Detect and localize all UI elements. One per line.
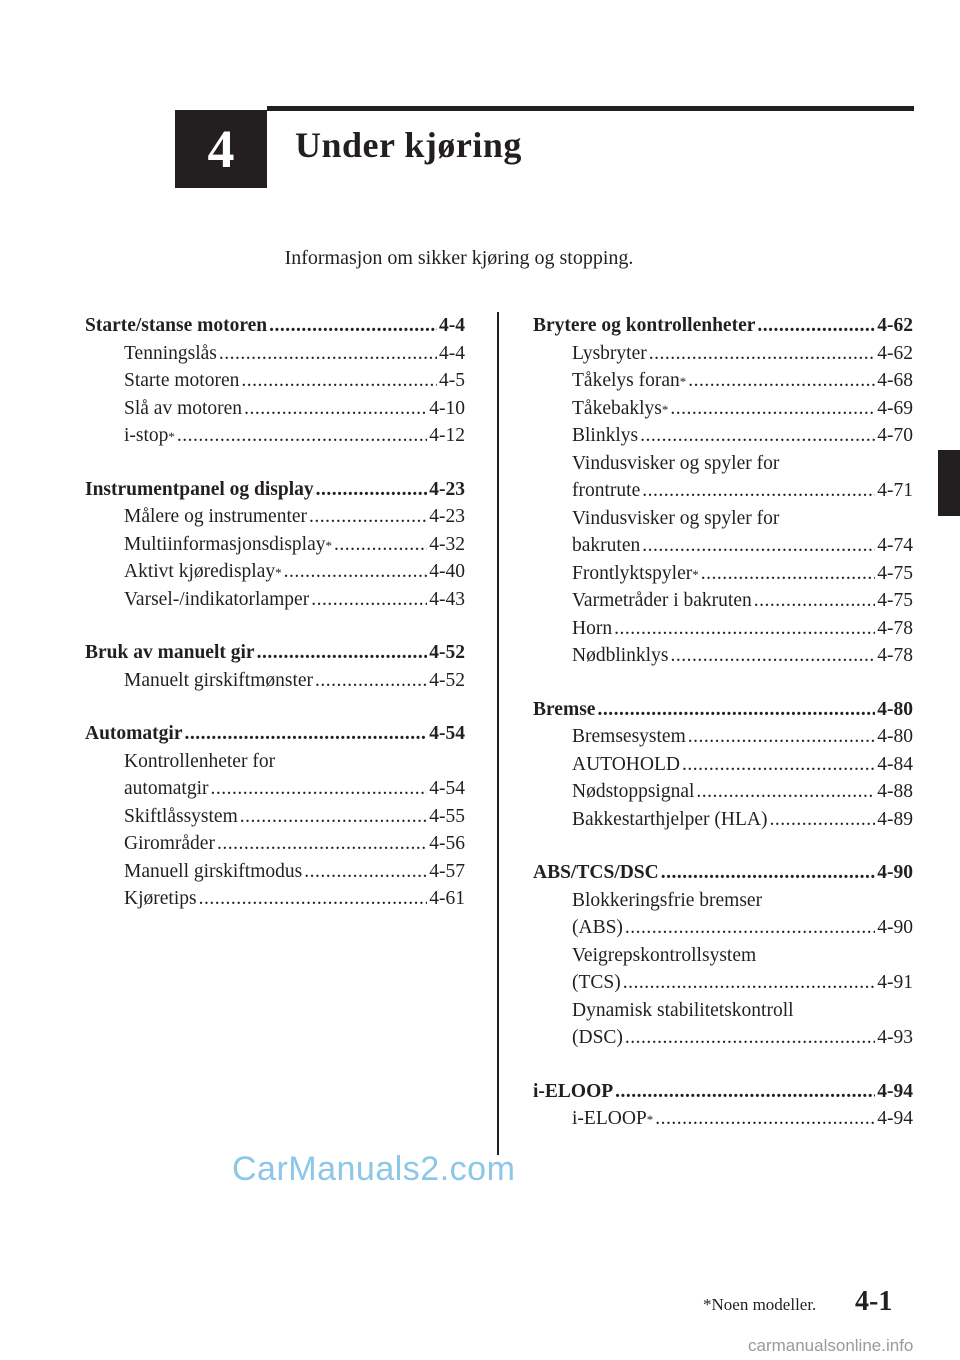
toc-entry-page: 4-89 — [877, 808, 913, 830]
toc-entry-label: Nødblinklys — [572, 645, 669, 666]
toc-entry-label: Tenningslås — [124, 342, 217, 364]
dot-leader — [315, 667, 427, 695]
chapter-subtitle: Informasjon om sikker kjøring og stopping. — [284, 247, 634, 269]
toc-entry[interactable] — [533, 969, 913, 997]
toc-entry-label: i-ELOOP — [572, 1108, 647, 1129]
toc-section-heading[interactable] — [85, 639, 465, 667]
toc-entry-page: 4-10 — [429, 397, 465, 419]
toc-entry-page: 4-78 — [877, 617, 913, 639]
toc-entry-line: Dynamisk stabilitetskontroll — [572, 999, 794, 1021]
toc-entry-label: Multiinformasjonsdisplay — [124, 533, 326, 555]
toc-entry-page: 4-70 — [877, 425, 913, 446]
toc-entry-line: Blokkeringsfrie bremser — [572, 889, 763, 911]
toc-section-heading[interactable] — [85, 476, 465, 504]
toc-entry-page: 4-78 — [877, 645, 913, 666]
toc-entry[interactable] — [533, 642, 913, 670]
chapter-side-tab — [938, 450, 960, 516]
toc-entry[interactable] — [85, 775, 465, 803]
toc-entry[interactable]: i-stop * ..... 4-12 — [85, 422, 465, 450]
toc-entry-label: Horn — [572, 617, 613, 639]
toc-section-heading-label: i-ELOOP — [533, 1080, 614, 1102]
toc-section-heading-label: Starte/stanse motoren — [85, 315, 268, 336]
toc-entry-page: 4-74 — [877, 535, 913, 556]
toc-entry-label: Manuelt girskiftmønster — [124, 669, 314, 691]
toc-entry-page: 4-75 — [877, 590, 913, 611]
toc-entry[interactable]: i-ELOOP * ..... 4-94 — [533, 1105, 913, 1133]
toc-entry-label: AUTOHOLD — [572, 753, 680, 775]
toc-entry[interactable] — [85, 395, 465, 423]
dot-leader — [688, 367, 875, 395]
toc-entry-page: 4-94 — [877, 1108, 913, 1129]
toc-section-heading[interactable] — [533, 859, 913, 887]
dot-leader — [219, 340, 437, 368]
toc-section-heading[interactable] — [533, 696, 913, 724]
dot-leader — [754, 587, 876, 615]
toc-section-heading-page: 4-4 — [439, 315, 465, 336]
toc-entry-page: 4-90 — [877, 917, 913, 938]
dot-leader — [701, 560, 876, 588]
toc-entry-page: 4-12 — [429, 425, 465, 446]
toc-section-heading[interactable] — [85, 720, 465, 748]
dot-leader — [615, 1078, 875, 1106]
toc-entry-label: Målere og instrumenter — [124, 506, 308, 527]
toc-entry[interactable] — [533, 914, 913, 942]
toc-entry-page: 4-52 — [429, 669, 465, 691]
toc-entry-page: 4-80 — [877, 726, 913, 747]
toc-entry[interactable] — [533, 806, 913, 834]
toc-entry-label: Girområder — [124, 833, 215, 854]
toc-entry-label: Kjøretips — [124, 888, 197, 909]
toc-entry-page: 4-84 — [877, 753, 913, 775]
toc-section — [85, 639, 465, 694]
dot-leader — [642, 532, 875, 560]
toc-entry-line: Vindusvisker og spyler for — [572, 507, 780, 529]
toc-section-heading[interactable] — [85, 312, 465, 340]
toc-entry-label: Varmetråder i bakruten — [572, 590, 752, 611]
toc-entry-page: 4-69 — [877, 397, 913, 419]
toc-section-heading-page: 4-54 — [429, 723, 465, 744]
toc-entry[interactable] — [533, 422, 913, 450]
toc-section-heading-page: 4-90 — [877, 862, 913, 883]
toc-entry[interactable] — [85, 858, 465, 886]
toc-entry[interactable]: Aktivt kjøredisplay * ..... 4-40 — [85, 558, 465, 586]
toc-section-heading-label: Automatgir — [85, 723, 183, 744]
toc-entry-page: 4-75 — [877, 562, 913, 584]
dot-leader — [240, 803, 427, 831]
toc-entry[interactable]: Multiinformasjonsdisplay * ..... 4-32 — [85, 531, 465, 559]
toc-entry-page: 4-93 — [877, 1027, 913, 1048]
toc-entry-line: Vindusvisker og spyler for — [572, 452, 780, 474]
toc-entry[interactable] — [85, 885, 465, 913]
toc-section-heading-label: ABS/TCS/DSC — [533, 862, 659, 883]
dot-leader — [304, 858, 427, 886]
toc-section-heading-page: 4-23 — [429, 478, 465, 500]
toc-entry-page: 4-62 — [877, 342, 913, 364]
toc-entry-label: bakruten — [572, 535, 641, 556]
footnote: *Noen modeller. — [703, 1295, 817, 1314]
dot-leader — [696, 778, 875, 806]
toc-entry[interactable] — [533, 1024, 913, 1052]
toc-section-heading-label: Bremse — [533, 698, 596, 720]
toc-section — [85, 720, 465, 913]
dot-leader — [210, 775, 427, 803]
dot-leader — [269, 312, 437, 340]
toc-entry-page: 4-88 — [877, 781, 913, 802]
dot-leader — [597, 696, 875, 724]
dot-leader — [640, 422, 875, 450]
toc-entry-label: (DSC) — [572, 1027, 623, 1048]
dot-leader — [311, 586, 427, 614]
dot-leader — [625, 914, 875, 942]
watermark: CarManuals2.com — [232, 1150, 516, 1188]
toc-entry[interactable] — [533, 532, 913, 560]
toc-entry-label: frontrute — [572, 480, 641, 501]
dot-leader — [199, 885, 428, 913]
toc-entry-label: Tåkebaklys — [572, 397, 662, 419]
toc-section-heading-page: 4-80 — [877, 698, 913, 720]
dot-leader — [661, 859, 876, 887]
chapter-number: 4 — [207, 119, 235, 179]
toc-section-heading-page: 4-94 — [877, 1080, 913, 1102]
dot-leader — [257, 639, 428, 667]
toc-section-heading-label: Brytere og kontrollenheter — [533, 315, 756, 336]
toc-entry[interactable] — [85, 830, 465, 858]
toc-entry-page: 4-61 — [429, 888, 465, 909]
dot-leader — [682, 751, 875, 779]
toc-section — [533, 696, 913, 834]
toc-section — [533, 1078, 913, 1133]
toc-section-heading-label: Bruk av manuelt gir — [85, 642, 255, 663]
toc-entry-label: Blinklys — [572, 425, 639, 446]
toc-section-heading-page: 4-62 — [877, 315, 913, 336]
toc-section-heading[interactable] — [533, 1078, 913, 1106]
toc-entry[interactable] — [85, 803, 465, 831]
toc-entry[interactable] — [85, 340, 465, 368]
toc-entry-label: i-stop — [124, 425, 169, 446]
dot-leader — [177, 422, 427, 450]
toc-left-column — [85, 312, 465, 939]
toc-entry-label: Skiftlåssystem — [124, 805, 238, 827]
toc-entry-page: 4-56 — [429, 833, 465, 854]
toc-entry-page: 4-5 — [439, 370, 465, 391]
toc-entry-label: Manuell girskiftmodus — [124, 860, 303, 882]
dot-leader — [625, 1024, 875, 1052]
toc-entry-label: Lysbryter — [572, 342, 647, 364]
toc-entry[interactable] — [533, 615, 913, 643]
toc-entry-page: 4-91 — [877, 972, 913, 993]
toc-entry[interactable]: Frontlyktspyler * ..... 4-75 — [533, 560, 913, 588]
toc-section — [85, 312, 465, 450]
dot-leader — [670, 642, 875, 670]
toc-entry-page: 4-4 — [439, 342, 465, 364]
toc-entry-page: 4-40 — [429, 561, 465, 582]
toc-entry-page: 4-23 — [429, 506, 465, 527]
toc-entry-label: Nødstoppsignal — [572, 781, 695, 802]
dot-leader — [655, 1105, 875, 1133]
toc-entry-label: (TCS) — [572, 972, 621, 993]
toc-section-heading[interactable] — [533, 312, 913, 340]
dot-leader — [642, 477, 875, 505]
toc-entry-label: Bakkestarthjelper (HLA) — [572, 808, 768, 830]
toc-entry[interactable] — [85, 586, 465, 614]
dot-leader — [184, 720, 427, 748]
toc-entry-page: 4-43 — [429, 588, 465, 610]
toc-entry-label: Slå av motoren — [124, 397, 243, 419]
toc-entry-label: Frontlyktspyler — [572, 562, 693, 584]
toc-entry-page: 4-55 — [429, 805, 465, 827]
toc-entry-label: Tåkelys foran — [572, 370, 680, 391]
toc-entry-label: Varsel-/indikatorlamper — [124, 588, 310, 610]
toc-entry-label: (ABS) — [572, 917, 623, 938]
toc-section — [533, 859, 913, 1052]
chapter-title: Under kjøring — [295, 125, 522, 165]
dot-leader — [316, 476, 428, 504]
toc-entry-page: 4-54 — [429, 778, 465, 799]
column-divider — [497, 312, 499, 1155]
toc-entry[interactable] — [85, 503, 465, 531]
toc-section-heading-page: 4-52 — [429, 642, 465, 663]
toc-entry-line: Veigrepskontrollsystem — [572, 944, 757, 966]
toc-entry-label: automatgir — [124, 778, 209, 799]
toc-entry[interactable] — [533, 477, 913, 505]
dot-leader — [757, 312, 875, 340]
dot-leader — [769, 806, 875, 834]
dot-leader — [623, 969, 876, 997]
page-number: 4-1 — [855, 1286, 893, 1317]
dot-leader — [217, 830, 427, 858]
dot-leader — [688, 723, 876, 751]
toc-right-column — [533, 312, 913, 1159]
dot-leader — [649, 340, 876, 368]
toc-entry[interactable] — [533, 751, 913, 779]
toc-entry[interactable]: Tåkebaklys * ..... 4-69 — [533, 395, 913, 423]
toc-section — [85, 476, 465, 614]
toc-entry-label: Starte motoren — [124, 370, 240, 391]
toc-entry[interactable]: Tåkelys foran * ..... 4-68 — [533, 367, 913, 395]
toc-entry[interactable] — [85, 667, 465, 695]
toc-entry[interactable] — [533, 587, 913, 615]
source-watermark: carmanualsonline.info — [748, 1336, 914, 1355]
dot-leader — [244, 395, 427, 423]
chapter-header-rule — [267, 106, 914, 111]
toc-entry[interactable] — [85, 367, 465, 395]
toc-section — [533, 312, 913, 670]
toc-entry[interactable] — [533, 778, 913, 806]
chapter-number-box — [175, 110, 267, 188]
dot-leader — [334, 531, 427, 559]
toc-entry-page: 4-32 — [429, 533, 465, 555]
dot-leader — [309, 503, 427, 531]
toc-entry-label: Bremsesystem — [572, 726, 686, 747]
toc-entry-label: Aktivt kjøredisplay — [124, 561, 276, 582]
dot-leader — [284, 558, 428, 586]
toc-entry-page: 4-57 — [429, 860, 465, 882]
dot-leader — [614, 615, 875, 643]
toc-entry[interactable] — [533, 723, 913, 751]
toc-entry-page: 4-68 — [877, 370, 913, 391]
dot-leader — [670, 395, 875, 423]
toc-entry[interactable] — [533, 340, 913, 368]
dot-leader — [241, 367, 437, 395]
toc-entry-page: 4-71 — [877, 480, 913, 501]
toc-entry-line: Kontrollenheter for — [124, 750, 276, 772]
toc-section-heading-label: Instrumentpanel og display — [85, 478, 314, 500]
